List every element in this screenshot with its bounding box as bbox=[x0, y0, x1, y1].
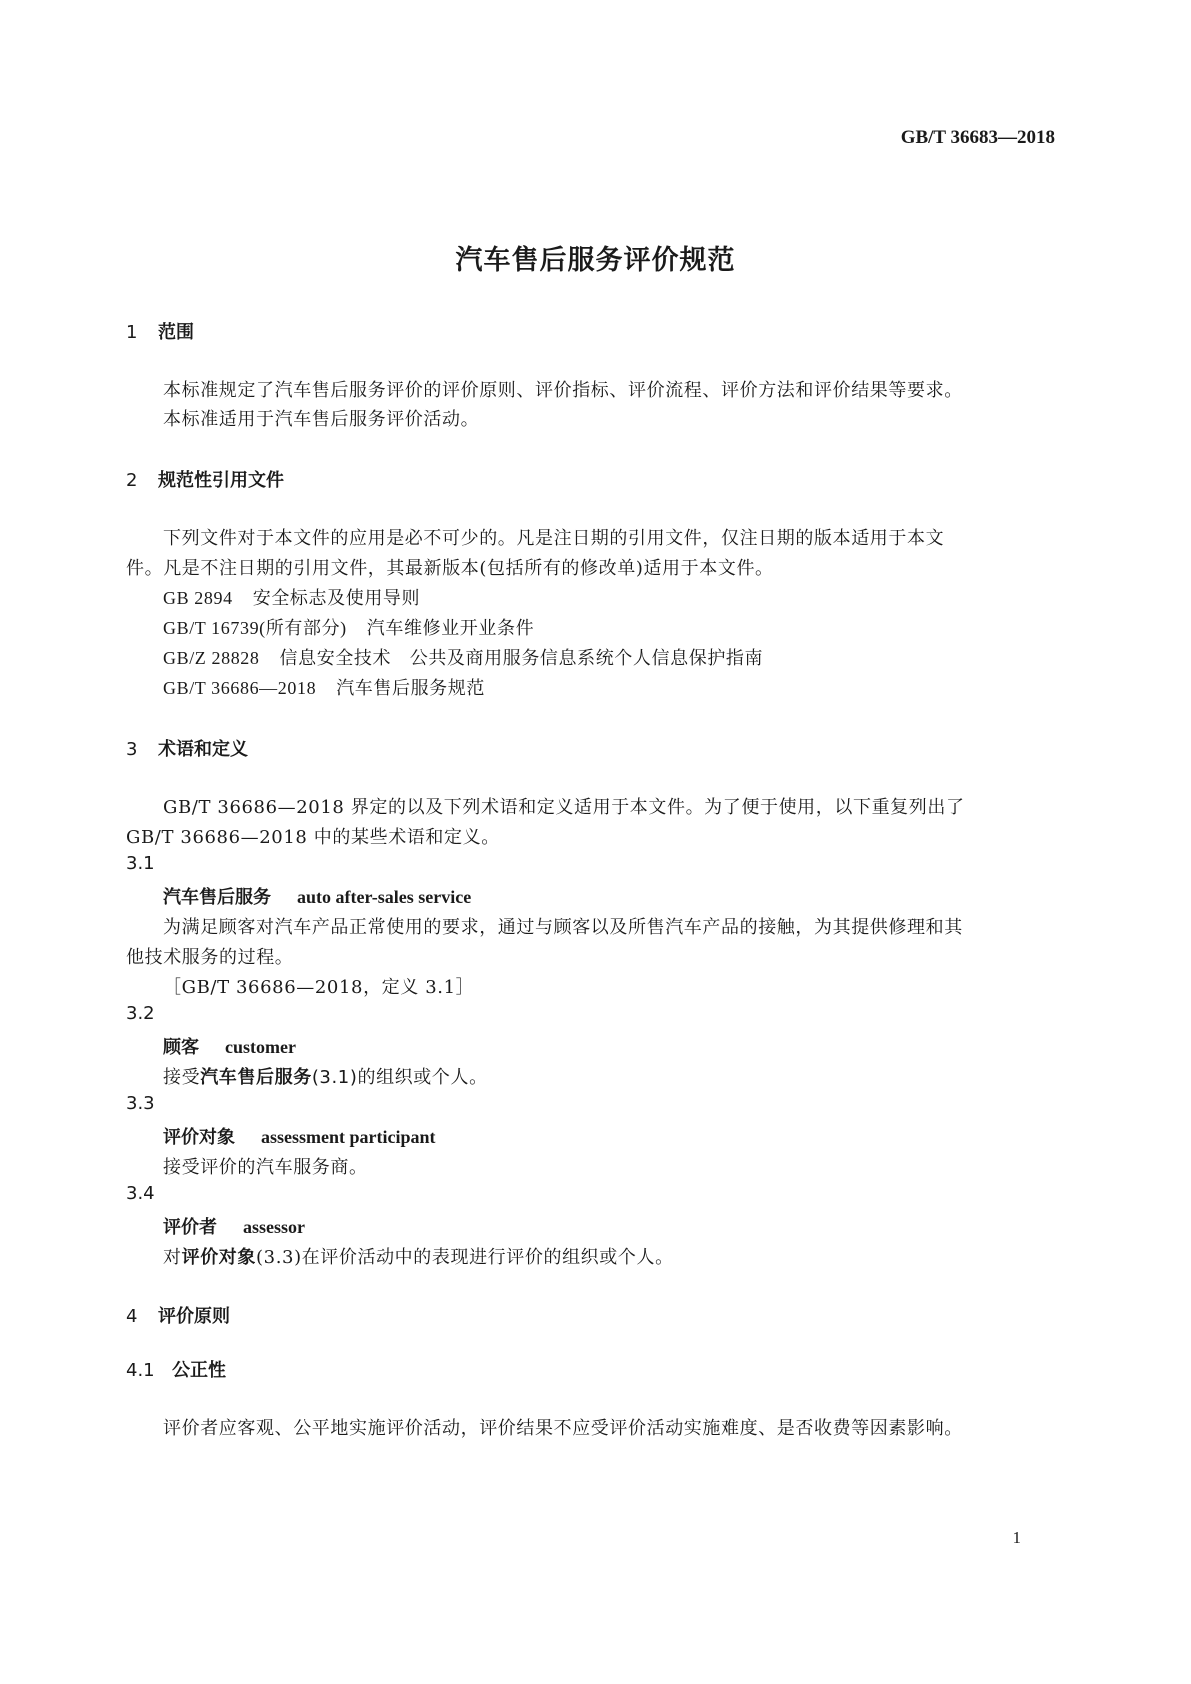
section-title: 范围 bbox=[158, 322, 194, 343]
definition-text: (3.1)的组织或个人。 bbox=[311, 1067, 488, 1088]
term-definition bbox=[163, 1063, 488, 1089]
section-number: 1 bbox=[126, 322, 138, 343]
page-number: 1 bbox=[1012, 1528, 1021, 1547]
section-1-heading bbox=[126, 318, 194, 344]
subsection-title: 公正性 bbox=[172, 1360, 226, 1381]
section-3-heading bbox=[126, 735, 248, 761]
subsection-4-1-heading bbox=[126, 1356, 226, 1382]
term-zh: 评价对象 bbox=[163, 1127, 235, 1148]
paragraph: 评价者应客观、公平地实施评价活动，评价结果不应受评价活动实施难度、是否收费等因素影响。 bbox=[163, 1418, 963, 1439]
clause-number: 3.2 bbox=[126, 1003, 155, 1024]
paragraph: 本标准适用于汽车售后服务评价活动。 bbox=[163, 409, 480, 430]
term-source: ［GB/T 36686—2018，定义 3.1］ bbox=[163, 977, 475, 998]
term-definition: 他技术服务的过程。 bbox=[126, 947, 294, 968]
reference-code: GB/T 36686—2018 bbox=[163, 678, 317, 698]
section-number: 2 bbox=[126, 470, 138, 491]
term-heading bbox=[163, 1033, 296, 1059]
term-zh: 汽车售后服务 bbox=[163, 887, 271, 908]
reference-item bbox=[163, 584, 420, 610]
section-number: 3 bbox=[126, 739, 138, 760]
term-en: assessor bbox=[243, 1217, 305, 1237]
paragraph: 件。凡是不注日期的引用文件，其最新版本(包括所有的修改单)适用于本文件。 bbox=[126, 558, 774, 579]
clause-number: 3.4 bbox=[126, 1183, 155, 1204]
term-en: customer bbox=[225, 1037, 296, 1057]
paragraph: 下列文件对于本文件的应用是必不可少的。凡是注日期的引用文件，仅注日期的版本适用于本文 bbox=[163, 528, 945, 549]
section-title: 规范性引用文件 bbox=[158, 470, 284, 491]
term-definition: 接受评价的汽车服务商。 bbox=[163, 1157, 368, 1178]
paragraph: 本标准规定了汽车售后服务评价的评价原则、评价指标、评价流程、评价方法和评价结果等要求。 bbox=[163, 380, 963, 401]
subsection-number: 4.1 bbox=[126, 1360, 155, 1381]
reference-code: GB/T 16739(所有部分) bbox=[163, 618, 347, 638]
term-heading bbox=[163, 883, 471, 909]
clause-number: 3.1 bbox=[126, 853, 155, 874]
term-en: auto after-sales service bbox=[297, 887, 472, 907]
term-heading bbox=[163, 1213, 305, 1239]
term-en: assessment participant bbox=[261, 1127, 436, 1147]
reference-item bbox=[163, 644, 763, 670]
term-zh: 顾客 bbox=[163, 1037, 199, 1058]
term-definition: 为满足顾客对汽车产品正常使用的要求，通过与顾客以及所售汽车产品的接触，为其提供修理和其 bbox=[163, 917, 963, 938]
definition-text: 接受 bbox=[163, 1067, 201, 1088]
paragraph: GB/T 36686—2018 中的某些术语和定义。 bbox=[126, 827, 500, 848]
term-heading bbox=[163, 1123, 436, 1149]
reference-item bbox=[163, 674, 485, 700]
reference-title: 信息安全技术 公共及商用服务信息系统个人信息保护指南 bbox=[279, 648, 764, 669]
term-definition bbox=[163, 1243, 674, 1269]
reference-title: 安全标志及使用导则 bbox=[252, 588, 421, 609]
clause-number: 3.3 bbox=[126, 1093, 155, 1114]
reference-title: 汽车维修业开业条件 bbox=[366, 618, 535, 639]
section-number: 4 bbox=[126, 1306, 138, 1327]
reference-item bbox=[163, 614, 534, 640]
definition-text: (3.3)在评价活动中的表现进行评价的组织或个人。 bbox=[256, 1247, 674, 1268]
term-zh: 评价者 bbox=[163, 1217, 217, 1238]
term-crossref: 汽车售后服务 bbox=[200, 1067, 312, 1088]
reference-code: GB/Z 28828 bbox=[163, 648, 260, 668]
section-2-heading bbox=[126, 466, 284, 492]
paragraph: GB/T 36686—2018 界定的以及下列术语和定义适用于本文件。为了便于使用，以下重复列出了 bbox=[163, 797, 965, 818]
definition-text: 对 bbox=[163, 1247, 182, 1268]
section-title: 术语和定义 bbox=[158, 739, 248, 760]
section-4-heading bbox=[126, 1302, 230, 1328]
section-title: 评价原则 bbox=[158, 1306, 230, 1327]
term-crossref: 评价对象 bbox=[181, 1247, 257, 1268]
document-title: 汽车售后服务评价规范 bbox=[455, 245, 736, 276]
reference-title: 汽车售后服务规范 bbox=[336, 678, 485, 699]
reference-code: GB 2894 bbox=[163, 588, 233, 608]
standard-number: GB/T 36683—2018 bbox=[900, 127, 1055, 148]
